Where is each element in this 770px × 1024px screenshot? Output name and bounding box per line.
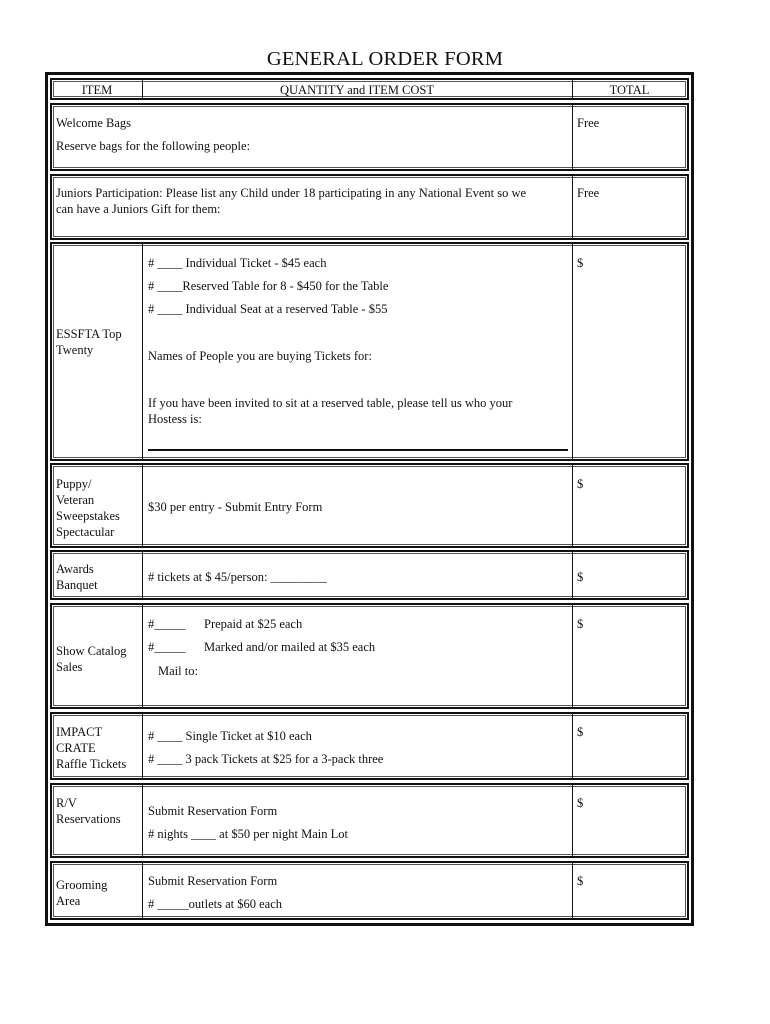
- catalog-mailed-label: Marked and/or mailed at $35 each: [204, 640, 376, 654]
- column-divider: [572, 465, 573, 546]
- impact-crate-row: [50, 712, 689, 780]
- essfta-row: [50, 242, 689, 461]
- essfta-individual-seat: # ____ Individual Seat at a reserved Table - $55: [148, 302, 388, 316]
- catalog-total: $: [577, 617, 584, 631]
- puppy-entry-fee: $30 per entry - Submit Entry Form: [148, 500, 323, 514]
- header-total: TOTAL: [609, 83, 650, 97]
- column-divider: [142, 605, 143, 707]
- awards-tickets: # tickets at $ 45/person: _________: [148, 570, 327, 584]
- juniors-row: [50, 174, 689, 240]
- welcome-bags-row: [50, 103, 689, 171]
- grooming-total: $: [577, 874, 584, 888]
- column-divider: [142, 785, 143, 856]
- hostess-answer-line: [148, 449, 568, 451]
- welcome-bags-total: Free: [577, 116, 600, 130]
- column-divider: [572, 714, 573, 778]
- essfta-hostess-prompt-line1: If you have been invited to sit at a reserved table, please tell us who your: [148, 396, 513, 410]
- column-divider: [142, 552, 143, 598]
- impact-item-line2: CRATE: [56, 741, 96, 755]
- column-divider: [572, 176, 573, 238]
- rv-submit-form: Submit Reservation Form: [148, 804, 278, 818]
- catalog-prepaid-label: Prepaid at $25 each: [204, 617, 303, 631]
- column-divider: [142, 244, 143, 459]
- column-divider: [572, 244, 573, 459]
- grooming-item-line1: Grooming: [56, 878, 108, 892]
- impact-item-line3: Raffle Tickets: [56, 757, 127, 771]
- essfta-item-line2: Twenty: [56, 343, 94, 357]
- grooming-submit-form: Submit Reservation Form: [148, 874, 278, 888]
- grooming-outlets: # _____outlets at $60 each: [148, 897, 282, 911]
- catalog-mail-to: Mail to:: [158, 664, 198, 678]
- column-divider: [142, 465, 143, 546]
- puppy-item-line1: Puppy/: [56, 477, 92, 491]
- header-row: [50, 78, 689, 100]
- grooming-area-row: [50, 861, 689, 920]
- puppy-total: $: [577, 477, 584, 491]
- column-divider: [572, 605, 573, 707]
- rv-item-line2: Reservations: [56, 812, 121, 826]
- header-quantity: QUANTITY and ITEM COST: [279, 83, 435, 97]
- column-divider: [572, 552, 573, 598]
- welcome-bags-label: Welcome Bags: [56, 116, 132, 130]
- essfta-reserved-table: # ____Reserved Table for 8 - $450 for the Table: [148, 279, 389, 293]
- essfta-item-line1: ESSFTA Top: [56, 327, 122, 341]
- essfta-hostess-prompt-line2: Hostess is:: [148, 412, 202, 426]
- welcome-bags-note: Reserve bags for the following people:: [56, 139, 251, 153]
- essfta-names-prompt: Names of People you are buying Tickets for:: [148, 349, 372, 363]
- awards-item-line2: Banquet: [56, 578, 98, 592]
- awards-banquet-row: [50, 550, 689, 600]
- column-divider: [142, 714, 143, 778]
- rv-item-line1: R/V: [56, 796, 77, 810]
- column-divider: [572, 105, 573, 169]
- catalog-prepaid-qty: #_____: [148, 617, 186, 631]
- impact-three-pack: # ____ 3 pack Tickets at $25 for a 3-pack three: [148, 752, 384, 766]
- rv-nights: # nights ____ at $50 per night Main Lot: [148, 827, 348, 841]
- juniors-total: Free: [577, 186, 600, 200]
- puppy-veteran-row: [50, 463, 689, 548]
- header-item: ITEM: [81, 83, 113, 97]
- puppy-item-line3: Sweepstakes: [56, 509, 120, 523]
- column-divider: [572, 785, 573, 856]
- impact-total: $: [577, 725, 584, 739]
- show-catalog-row: [50, 603, 689, 709]
- puppy-item-line2: Veteran: [56, 493, 95, 507]
- impact-item-line1: IMPACT: [56, 725, 103, 739]
- puppy-item-line4: Spectacular: [56, 525, 115, 539]
- catalog-item-line1: Show Catalog: [56, 644, 127, 658]
- rv-reservations-row: [50, 783, 689, 858]
- grooming-item-line2: Area: [56, 894, 81, 908]
- awards-item-line1: Awards: [56, 562, 94, 576]
- rv-total: $: [577, 796, 584, 810]
- awards-total: $: [577, 570, 584, 584]
- page-title: GENERAL ORDER FORM: [266, 48, 504, 70]
- juniors-text-line2: can have a Juniors Gift for them:: [56, 202, 221, 216]
- column-divider: [572, 863, 573, 918]
- essfta-total: $: [577, 256, 584, 270]
- essfta-individual-ticket: # ____ Individual Ticket - $45 each: [148, 256, 327, 270]
- catalog-item-line2: Sales: [56, 660, 83, 674]
- impact-single-ticket: # ____ Single Ticket at $10 each: [148, 729, 312, 743]
- catalog-mailed-qty: #_____: [148, 640, 186, 654]
- juniors-text-line1: Juniors Participation: Please list any Child under 18 participating in any National Event so we: [56, 186, 527, 200]
- column-divider: [142, 863, 143, 918]
